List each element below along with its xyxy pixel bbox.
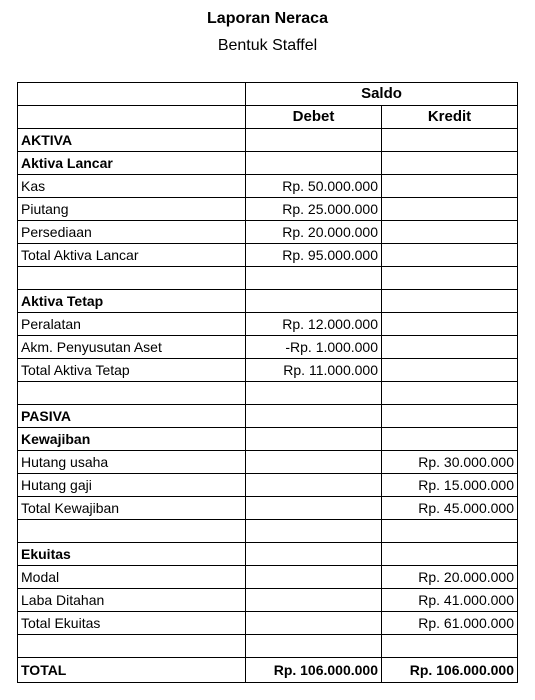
page-title: Laporan Neraca bbox=[207, 10, 328, 27]
debet-value bbox=[246, 290, 382, 313]
debet-value bbox=[246, 382, 382, 405]
kredit-value bbox=[382, 267, 518, 290]
page-subtitle: Bentuk Staffel bbox=[217, 37, 318, 54]
kredit-value bbox=[382, 152, 518, 175]
kredit-value: Rp. 20.000.000 bbox=[382, 566, 518, 589]
table-row bbox=[18, 152, 518, 175]
debet-value bbox=[246, 543, 382, 566]
debet-value bbox=[246, 520, 382, 543]
row-label bbox=[18, 635, 246, 658]
table-row bbox=[18, 244, 518, 267]
debet-value bbox=[246, 497, 382, 520]
table-row bbox=[18, 313, 518, 336]
row-label: Aktiva Lancar bbox=[18, 152, 246, 175]
table-row bbox=[18, 198, 518, 221]
saldo-header: Saldo bbox=[246, 83, 518, 106]
debet-value bbox=[246, 405, 382, 428]
table-row bbox=[18, 428, 518, 451]
table-row bbox=[18, 589, 518, 612]
row-label: Kas bbox=[18, 175, 246, 198]
table-row bbox=[18, 612, 518, 635]
row-label: TOTAL bbox=[18, 658, 246, 683]
kredit-value bbox=[382, 336, 518, 359]
debet-value: -Rp. 1.000.000 bbox=[246, 336, 382, 359]
table-row bbox=[18, 635, 518, 658]
row-label bbox=[18, 520, 246, 543]
kredit-value: Rp. 41.000.000 bbox=[382, 589, 518, 612]
debet-value bbox=[246, 612, 382, 635]
row-label: Hutang usaha bbox=[18, 451, 246, 474]
table-row bbox=[18, 221, 518, 244]
kredit-value bbox=[382, 520, 518, 543]
kredit-value: Rp. 106.000.000 bbox=[382, 658, 518, 683]
row-label: Aktiva Tetap bbox=[18, 290, 246, 313]
kredit-value: Rp. 15.000.000 bbox=[382, 474, 518, 497]
kredit-value bbox=[382, 359, 518, 382]
empty-header-cell bbox=[18, 106, 246, 129]
kredit-value: Rp. 45.000.000 bbox=[382, 497, 518, 520]
debet-value bbox=[246, 474, 382, 497]
table-row bbox=[18, 267, 518, 290]
debet-value: Rp. 50.000.000 bbox=[246, 175, 382, 198]
table-row bbox=[18, 382, 518, 405]
table-row bbox=[18, 520, 518, 543]
table-row bbox=[18, 290, 518, 313]
table-row bbox=[18, 474, 518, 497]
table-row bbox=[18, 451, 518, 474]
debet-value bbox=[246, 428, 382, 451]
kredit-value bbox=[382, 382, 518, 405]
kredit-value bbox=[382, 244, 518, 267]
column-header-row bbox=[18, 106, 518, 129]
table-row bbox=[18, 359, 518, 382]
table-row bbox=[18, 566, 518, 589]
row-label bbox=[18, 267, 246, 290]
table-row bbox=[18, 405, 518, 428]
kredit-value bbox=[382, 198, 518, 221]
debet-value bbox=[246, 635, 382, 658]
table-row bbox=[18, 129, 518, 152]
kredit-value bbox=[382, 313, 518, 336]
debet-value bbox=[246, 566, 382, 589]
debet-value: Rp. 12.000.000 bbox=[246, 313, 382, 336]
row-label: Piutang bbox=[18, 198, 246, 221]
debet-value: Rp. 11.000.000 bbox=[246, 359, 382, 382]
balance-sheet-table bbox=[17, 82, 518, 683]
row-label: Peralatan bbox=[18, 313, 246, 336]
debet-value: Rp. 95.000.000 bbox=[246, 244, 382, 267]
row-label: PASIVA bbox=[18, 405, 246, 428]
total-row bbox=[18, 658, 518, 683]
debet-value bbox=[246, 152, 382, 175]
row-label: Laba Ditahan bbox=[18, 589, 246, 612]
row-label: Total Ekuitas bbox=[18, 612, 246, 635]
table-row bbox=[18, 543, 518, 566]
debet-value: Rp. 20.000.000 bbox=[246, 221, 382, 244]
row-label bbox=[18, 382, 246, 405]
kredit-value bbox=[382, 290, 518, 313]
kredit-value bbox=[382, 221, 518, 244]
row-label: Persediaan bbox=[18, 221, 246, 244]
row-label: Total Kewajiban bbox=[18, 497, 246, 520]
row-label: AKTIVA bbox=[18, 129, 246, 152]
table-row bbox=[18, 336, 518, 359]
kredit-value bbox=[382, 175, 518, 198]
kredit-value: Rp. 61.000.000 bbox=[382, 612, 518, 635]
kredit-value bbox=[382, 129, 518, 152]
row-label: Kewajiban bbox=[18, 428, 246, 451]
table-row bbox=[18, 175, 518, 198]
group-header-row bbox=[18, 83, 518, 106]
row-label: Total Aktiva Lancar bbox=[18, 244, 246, 267]
kredit-value bbox=[382, 405, 518, 428]
table-row bbox=[18, 497, 518, 520]
debet-value bbox=[246, 129, 382, 152]
kredit-header: Kredit bbox=[382, 106, 518, 129]
debet-value bbox=[246, 267, 382, 290]
debet-value: Rp. 25.000.000 bbox=[246, 198, 382, 221]
row-label: Akm. Penyusutan Aset bbox=[18, 336, 246, 359]
debet-value: Rp. 106.000.000 bbox=[246, 658, 382, 683]
debet-value bbox=[246, 451, 382, 474]
kredit-value bbox=[382, 635, 518, 658]
kredit-value bbox=[382, 543, 518, 566]
row-label: Ekuitas bbox=[18, 543, 246, 566]
empty-header-cell bbox=[18, 83, 246, 106]
kredit-value: Rp. 30.000.000 bbox=[382, 451, 518, 474]
row-label: Total Aktiva Tetap bbox=[18, 359, 246, 382]
row-label: Hutang gaji bbox=[18, 474, 246, 497]
row-label: Modal bbox=[18, 566, 246, 589]
kredit-value bbox=[382, 428, 518, 451]
debet-header: Debet bbox=[246, 106, 382, 129]
debet-value bbox=[246, 589, 382, 612]
